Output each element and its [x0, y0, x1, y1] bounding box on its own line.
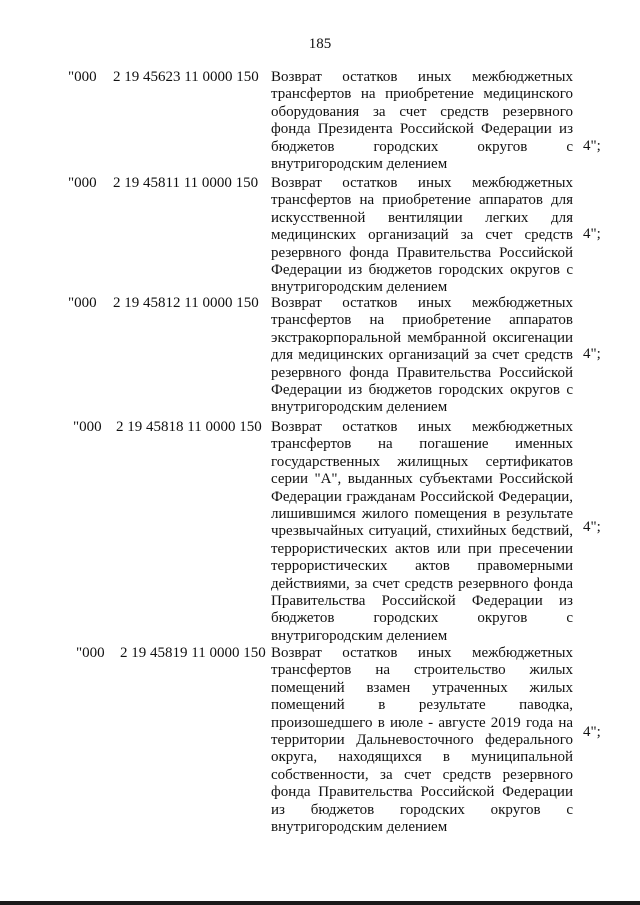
code-description: Возврат остатков иных межбюджетных трансфертов на приобретение медицинского оборудования за счет средств резервного фонда Президента Российской Федерации из бюджетов городских округов с внутригородским делением	[271, 69, 573, 173]
code-description: Возврат остатков иных межбюджетных трансфертов на строительство жилых помещений взамен утраченных жилых помещений в результате паводка, произошедшего в июле - августе 2019 года на территории Дальневосточного федерального округа, находящихся в муниципальной собственности, за счет средств резервного фонда Правительства Российской Федерации из бюджетов городских округов с внутригородским делением	[271, 645, 573, 836]
code-description: Возврат остатков иных межбюджетных трансфертов на приобретение аппаратов для искусственной вентиляции легких для медицинских организаций за счет средств резервного фонда Правительства Российской Федерации из бюджетов городских округов с внутригородским делением	[271, 175, 573, 296]
budget-classification-code: 2 19 45819 11 0000 150	[120, 645, 266, 661]
amount-value: 4";	[583, 519, 601, 535]
budget-classification-code: 2 19 45811 11 0000 150	[113, 175, 259, 191]
amount-value: 4";	[583, 226, 601, 242]
amount-value: 4";	[583, 346, 601, 362]
admin-code: "000	[76, 645, 105, 661]
code-description: Возврат остатков иных межбюджетных трансфертов на погашение именных государственных жилищных сертификатов серии "А", выданных субъектами Российской Федерации гражданам Российской Федерации, лишившимся жилого помещения в результате чрезвычайных ситуаций, стихийных бедствий, террористических актов или при пресечении террористических актов правомерными действиями, за счет средств резервного фонда Правительства Российской Федерации из бюджетов городских округов с внутригородским делением	[271, 419, 573, 644]
admin-code: "000	[73, 419, 102, 435]
budget-classification-code: 2 19 45623 11 0000 150	[113, 69, 259, 85]
budget-classification-code: 2 19 45812 11 0000 150	[113, 295, 259, 311]
admin-code: "000	[68, 295, 97, 311]
amount-value: 4";	[583, 724, 601, 740]
amount-value: 4";	[583, 138, 601, 154]
code-description: Возврат остатков иных межбюджетных трансфертов на приобретение аппаратов экстракорпоральной мембранной оксигенации для медицинских организаций за счет средств резервного фонда Правительства Российской Федерации из бюджетов городских округов с внутригородским делением	[271, 295, 573, 416]
page-number: 185	[308, 36, 332, 52]
budget-classification-code: 2 19 45818 11 0000 150	[116, 419, 262, 435]
scan-bottom-edge	[0, 901, 640, 905]
admin-code: "000	[68, 175, 97, 191]
admin-code: "000	[68, 69, 97, 85]
